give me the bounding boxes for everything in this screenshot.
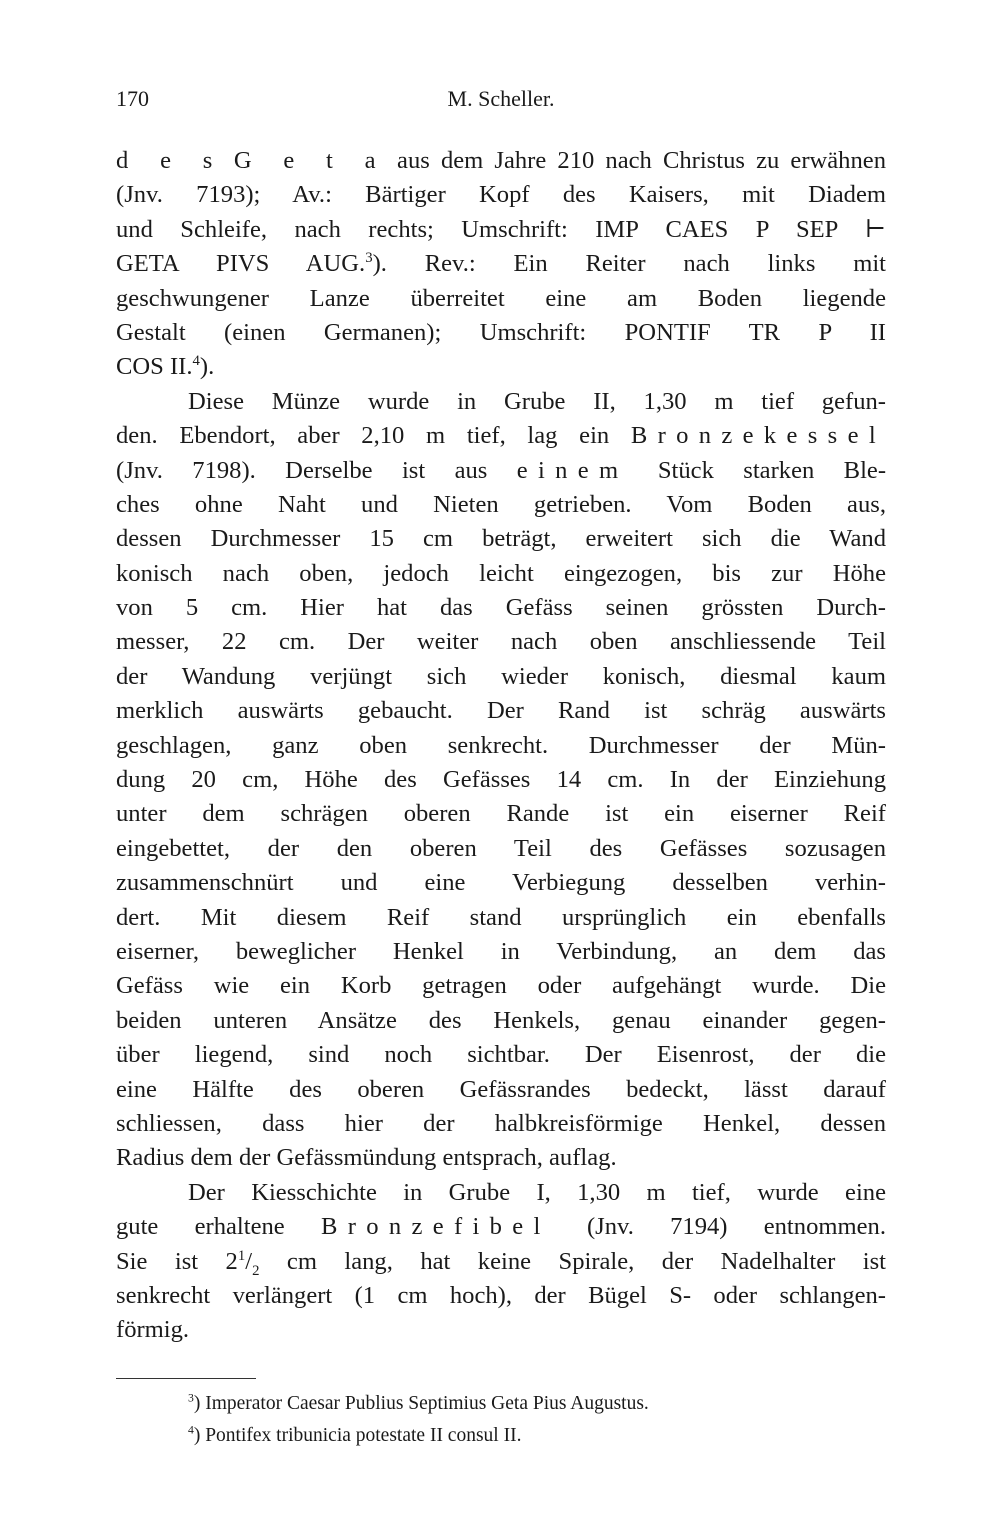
text-line: GETA PIVS AUG.$^3$). Rev.: Ein Reiter nach links mit [116, 249, 886, 278]
text-line: dessen Durchmesser 15 cm beträgt, erweitert sich die Wand [116, 525, 886, 553]
text-line: dert. Mit diesem Reif stand ursprünglich ein ebenfalls [116, 903, 886, 931]
text-line: konisch nach oben, jedoch leicht eingezogen, bis zur Höhe [116, 559, 886, 587]
text-line: der Wandung verjüngt sich wieder konisch, diesmal kaum [116, 662, 886, 690]
text-line: (Jnv. 7198). Derselbe ist aus einem Stück starken Ble- [116, 456, 887, 484]
text-line: Der Kiesschichte in Grube I, 1,30 m tief, wurde eine [188, 1178, 886, 1206]
text-line: d e s G e t a aus dem Jahre 210 nach Christus zu erwähnen [116, 147, 886, 174]
text-line: geschlagen, ganz oben senkrecht. Durchmesser der Mün- [116, 731, 886, 759]
text-line: unter dem schrägen oberen Rande ist ein eiserner Reif [116, 800, 886, 828]
text-line: merklich auswärts gebaucht. Der Rand ist schräg auswärts [116, 697, 886, 725]
text-line: Gestalt (einen Germanen); Umschrift: PONTIF TR P II [116, 318, 886, 346]
text-line: eingebettet, der den oberen Teil des Gefässes sozusagen [116, 834, 886, 862]
text-line: senkrecht verlängert (1 cm hoch), der Bügel S- oder schlangen- [116, 1281, 886, 1309]
footnote-ref-4: 4 [192, 353, 200, 370]
footnotes [188, 1388, 888, 1452]
text-line: zusammenschnürt und eine Verbiegung desselben verhin- [116, 869, 886, 897]
footnote-3: $^3$) Imperator Caesar Publius Septimius Geta Pius Augustus. [188, 1391, 649, 1414]
page-number: 170 [116, 86, 149, 111]
text-line: eiserner, beweglicher Henkel in Verbindung, an dem das [116, 937, 886, 965]
text-line: Sie ist $2^1/_2$ cm lang, hat keine Spirale, der Nadelhalter ist [116, 1247, 887, 1279]
text-line: schliessen, dass hier der halbkreisförmige Henkel, dessen [116, 1109, 886, 1137]
text-line: geschwungener Lanze überreitet eine am Boden liegende [116, 284, 886, 312]
footnote-divider [116, 1378, 256, 1379]
text-line: förmig. [116, 1316, 190, 1344]
text-line: von 5 cm. Hier hat das Gefäss seinen grössten Durch- [116, 594, 886, 622]
text-line: den. Ebendort, aber 2,10 m tief, lag ein Bronzekessel [116, 422, 886, 450]
footnote-4: $^4$) Pontifex tribunicia potestate II consul II. [188, 1423, 522, 1446]
text-line: über liegend, sind noch sichtbar. Der Eisenrost, der die [116, 1041, 886, 1069]
text-line: ches ohne Naht und Nieten getrieben. Vom Boden aus, [116, 490, 886, 518]
text-line: Diese Münze wurde in Grube II, 1,30 m tief gefun- [188, 387, 886, 415]
text-line: Radius dem der Gefässmündung entsprach, auflag. [116, 1144, 617, 1172]
page-header [116, 86, 886, 120]
text-line: gute erhaltene Bronzefibel (Jnv. 7194) entnommen. [116, 1213, 886, 1241]
text-line: messer, 22 cm. Der weiter nach oben anschliessende Teil [116, 628, 886, 656]
running-head: M. Scheller. [447, 86, 555, 111]
text-line: COS II.$^4$). [116, 353, 215, 381]
text-line: eine Hälfte des oberen Gefässrandes bedeckt, lässt darauf [116, 1075, 886, 1103]
text-line: und Schleife, nach rechts; Umschrift: IMP CAES P SEP ⊢ [116, 215, 886, 243]
text-line: beiden unteren Ansätze des Henkels, genau einander gegen- [116, 1006, 886, 1034]
text-line: (Jnv. 7193); Av.: Bärtiger Kopf des Kaisers, mit Diadem [116, 181, 886, 209]
text-line: dung 20 cm, Höhe des Gefässes 14 cm. In der Einziehung [116, 766, 886, 794]
text-line: Gefäss wie ein Korb getragen oder aufgehängt wurde. Die [116, 972, 886, 1000]
footnote-ref-3: 3 [365, 249, 373, 266]
body-text [116, 144, 886, 1348]
